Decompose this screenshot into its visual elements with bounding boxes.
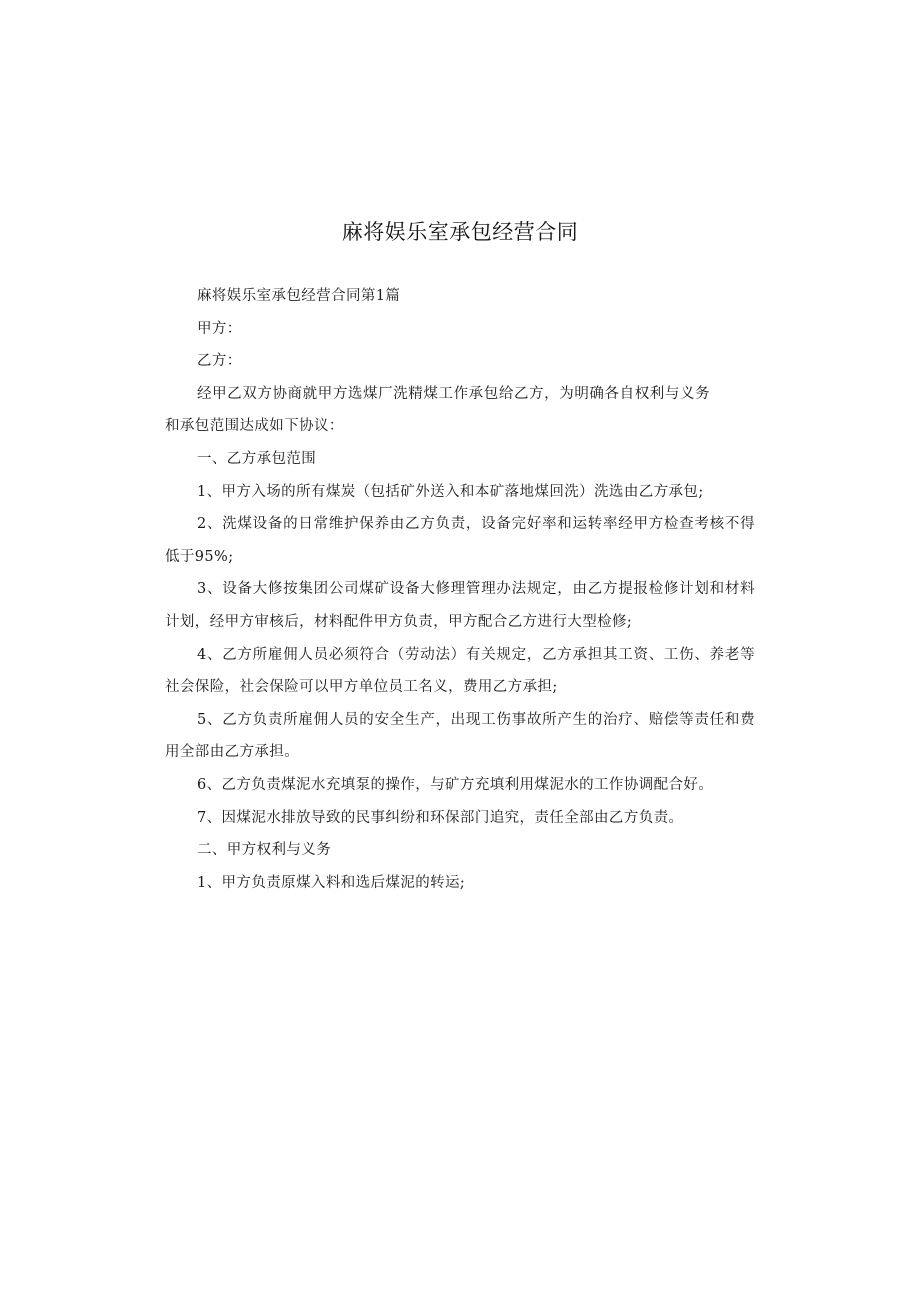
- party-a-line: 甲方：: [197, 320, 242, 337]
- clause-heading-1: 一、乙方承包范围: [197, 450, 317, 467]
- clause-item: 4、乙方所雇佣人员必须符合（劳动法）有关规定，乙方承担其工资、工伤、养老等社会保险，社会保险可以甲方单位员工名义，费用乙方承担;: [165, 646, 755, 696]
- clause-item: 7、因煤泥水排放导致的民事纠纷和环保部门追究，责任全部由乙方负责。: [197, 809, 684, 826]
- document-body: [165, 280, 755, 899]
- clause-item: 2、洗煤设备的日常维护保养由乙方负责，设备完好率和运转率经甲方检查考核不得低于95%;: [165, 516, 755, 565]
- document-title: 麻将娱乐室承包经营合同: [341, 220, 579, 244]
- preamble-paragraph: 经甲乙双方协商就甲方选煤厂洗精煤工作承包给乙方，为明确各自权利与义务和承包范围达成如下协议：: [165, 385, 710, 435]
- clause-item: 6、乙方负责煤泥水充填泵的操作，与矿方充填利用煤泥水的工作协调配合好。: [197, 776, 714, 793]
- clause-item: 1、甲方入场的所有煤炭（包括矿外送入和本矿落地煤回洗）洗选由乙方承包;: [197, 483, 704, 500]
- party-b-line: 乙方：: [197, 353, 242, 370]
- clause-item: 5、乙方负责所雇佣人员的安全生产，出现工伤事故所产生的治疗、赔偿等责任和费用全部由乙方承担。: [165, 711, 755, 761]
- clause-item: 1、甲方负责原煤入料和选后煤泥的转运;: [197, 874, 466, 891]
- clause-heading-2: 二、甲方权利与义务: [197, 842, 332, 859]
- section-heading: 麻将娱乐室承包经营合同第1篇: [197, 288, 401, 304]
- clause-item: 3、设备大修按集团公司煤矿设备大修理管理办法规定，由乙方提报检修计划和材料计划，经甲方审核后，材料配件甲方负责，甲方配合乙方进行大型检修;: [165, 581, 755, 630]
